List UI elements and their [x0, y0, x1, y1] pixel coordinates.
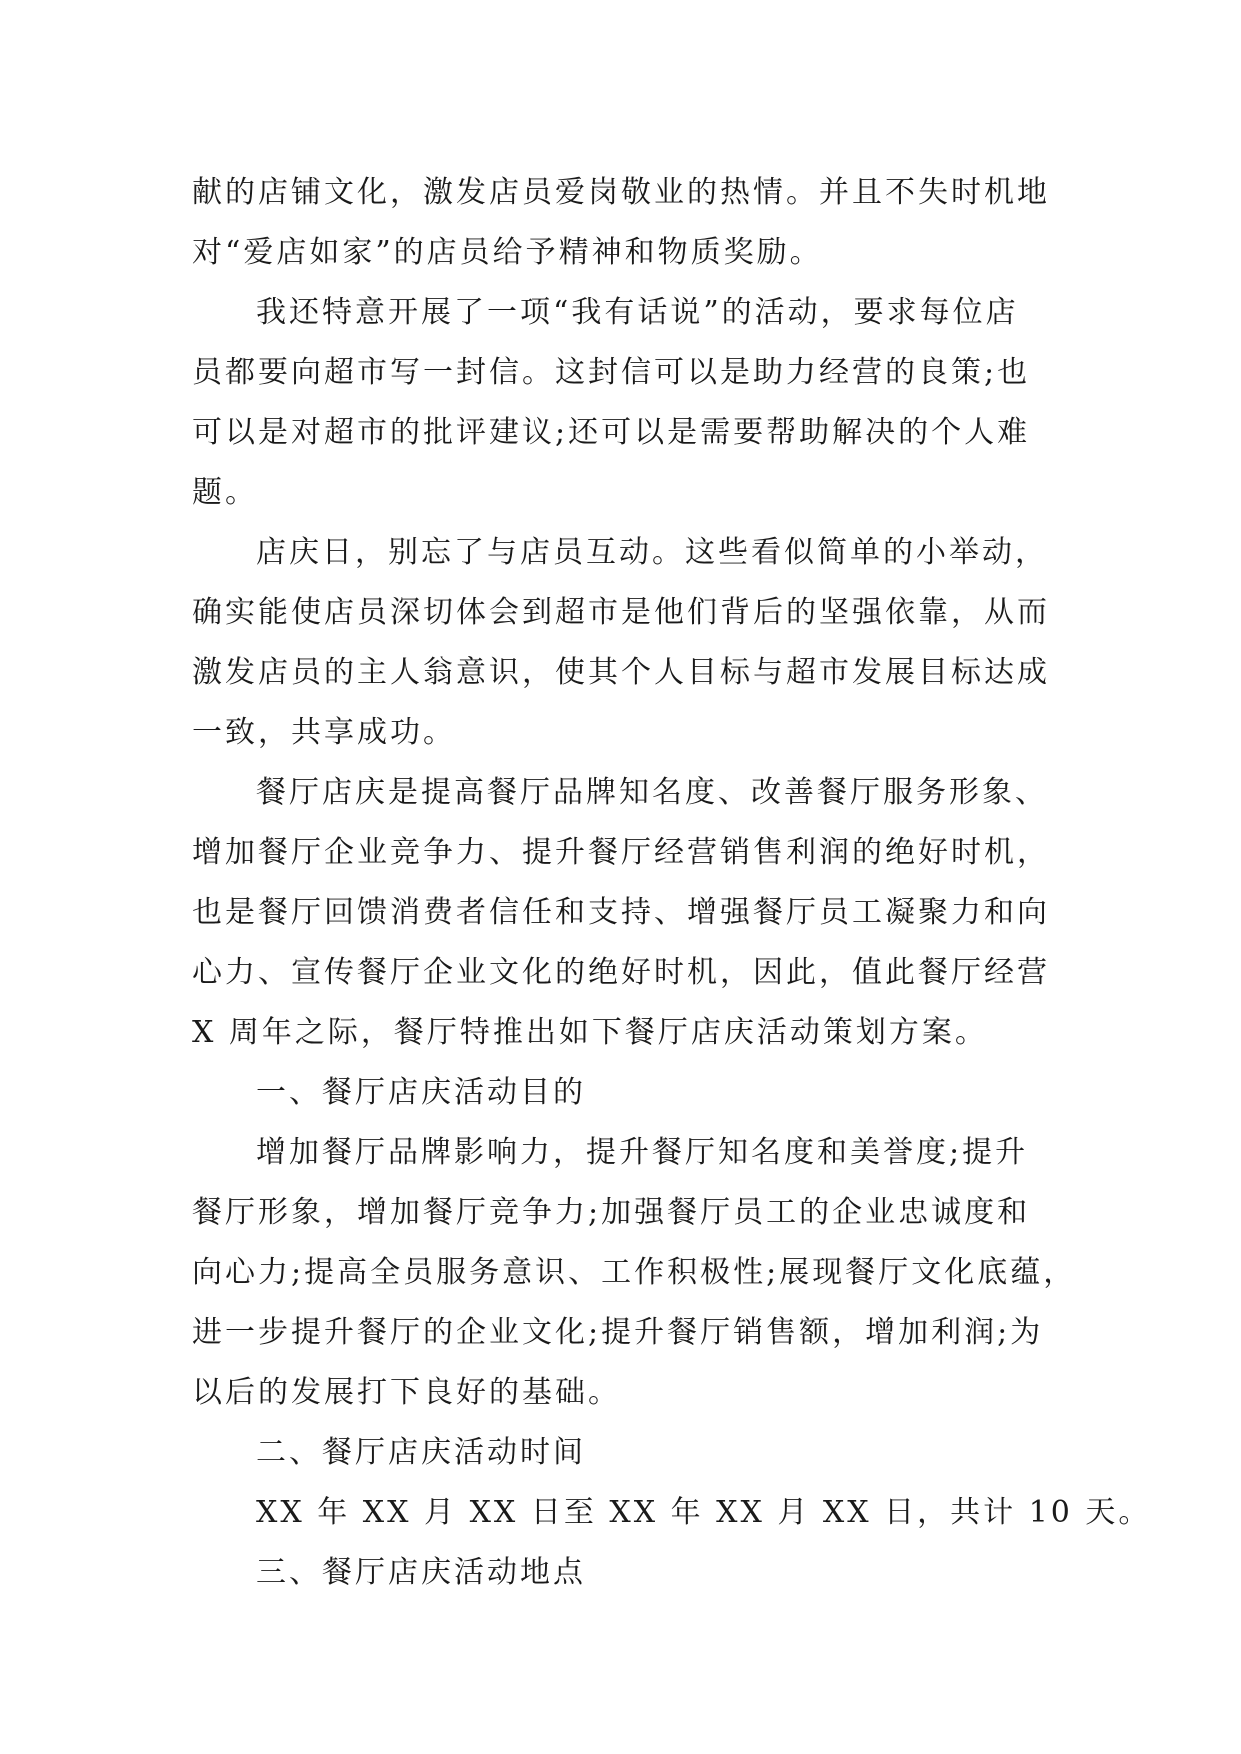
- text-line: 员都要向超市写一封信。这封信可以是助力经营的良策;也: [192, 355, 1031, 390]
- paragraph: [192, 763, 1052, 1063]
- text-line: 我还特意开展了一项“我有话说”的活动，要求每位店: [256, 295, 1019, 330]
- document-body: [192, 163, 1152, 1603]
- heading-text: 三、餐厅店庆活动地点: [256, 1555, 586, 1590]
- text-line: 进一步提升餐厅的企业文化;提升餐厅销售额，增加利润;为: [192, 1315, 1044, 1350]
- text-line: 一致，共享成功。: [192, 715, 456, 750]
- text-line: 餐厅形象，增加餐厅竞争力;加强餐厅员工的企业忠诚度和: [192, 1195, 1031, 1230]
- text-line: XX 年 XX 月 XX 日至 XX 年 XX 月 XX 日，共计 10 天。: [256, 1495, 1152, 1530]
- paragraph: [192, 163, 1052, 283]
- text-line: 向心力;提高全员服务意识、工作积极性;展现餐厅文化底蕴，: [192, 1255, 1077, 1290]
- text-line: 增加餐厅品牌影响力，提升餐厅知名度和美誉度;提升: [256, 1135, 1029, 1170]
- text-line: 献的店铺文化，激发店员爱岗敬业的热情。并且不失时机地: [192, 175, 1050, 210]
- section-heading: [192, 1423, 1052, 1483]
- text-line: 增加餐厅企业竞争力、提升餐厅经营销售利润的绝好时机，: [192, 835, 1050, 870]
- text-line: 激发店员的主人翁意识，使其个人目标与超市发展目标达成: [192, 655, 1050, 690]
- paragraph: [192, 523, 1052, 763]
- text-line: 也是餐厅回馈消费者信任和支持、增强餐厅员工凝聚力和向: [192, 895, 1050, 930]
- text-line: X 周年之际，餐厅特推出如下餐厅店庆活动策划方案。: [192, 1015, 988, 1050]
- heading-text: 一、餐厅店庆活动目的: [256, 1075, 586, 1110]
- text-line: 心力、宣传餐厅企业文化的绝好时机，因此，值此餐厅经营: [192, 955, 1050, 990]
- paragraph: [192, 1483, 1152, 1543]
- section-heading: [192, 1063, 1052, 1123]
- text-line: 餐厅店庆是提高餐厅品牌知名度、改善餐厅服务形象、: [256, 775, 1048, 810]
- text-line: 题。: [192, 475, 258, 510]
- text-line: 店庆日，别忘了与店员互动。这些看似简单的小举动，: [256, 535, 1048, 570]
- text-line: 以后的发展打下良好的基础。: [192, 1375, 621, 1410]
- text-line: 对“爱店如家”的店员给予精神和物质奖励。: [192, 235, 823, 270]
- paragraph: [192, 1123, 1077, 1423]
- paragraph: [192, 283, 1052, 523]
- text-line: 确实能使店员深切体会到超市是他们背后的坚强依靠，从而: [192, 595, 1050, 630]
- text-line: 可以是对超市的批评建议;还可以是需要帮助解决的个人难: [192, 415, 1031, 450]
- section-heading: [192, 1543, 1052, 1603]
- heading-text: 二、餐厅店庆活动时间: [256, 1435, 586, 1470]
